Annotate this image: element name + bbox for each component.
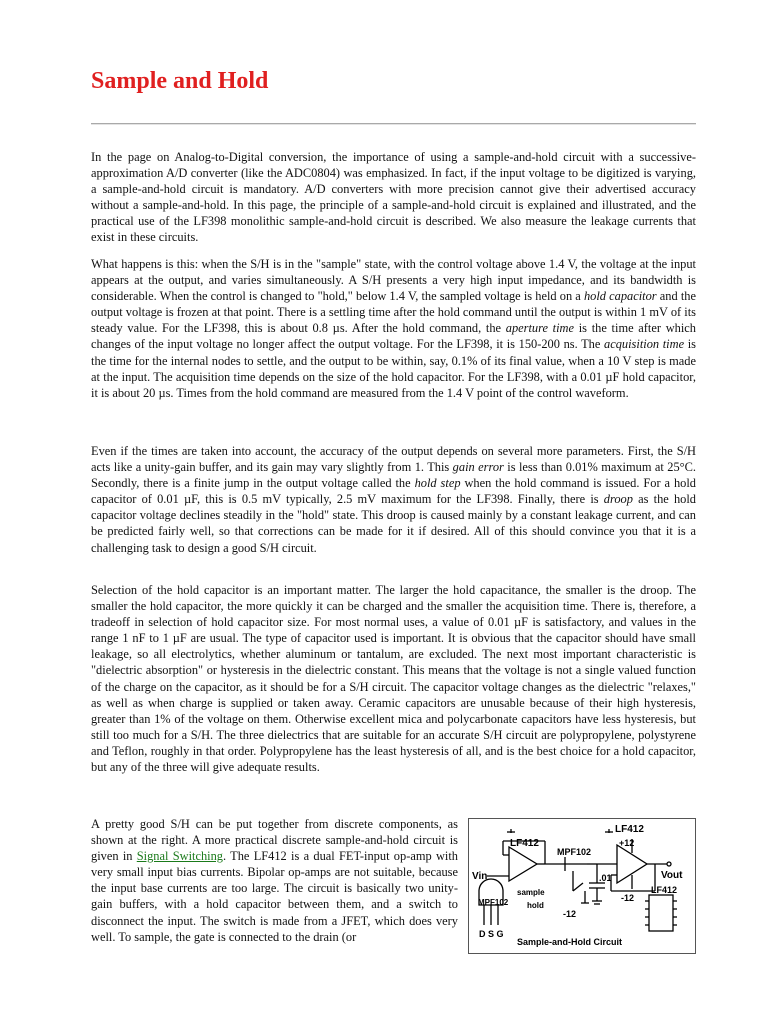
text-run: and the output voltage is frozen at that point. There is a settling time after the hold command until the output is within 1 mV of its steady value. For the LF398, this is about 0.8 µs. After the hold command, the (91, 289, 696, 336)
text-run: is the time for the internal nodes to settle, and the output to be within, say, 0.1% of its final value, when a 10 V step is made at the input. The acquisition time depends on the size of the hold capacitor. For the LF398, with a 0.01 µF hold capacitor, it is about 20 µs. Times from the hold command are measured from the 1.4 V point of the control waveform. (91, 337, 696, 400)
label-minus12-mid: -12 (563, 909, 577, 919)
figure-caption: Sample-and-Hold Circuit (517, 937, 623, 947)
text-run: Even if the times are taken into account, the accuracy of the output depends on several more parameters. First, the S/H acts like a unity-gain buffer, and its gain may vary slightly from 1. This (91, 444, 696, 475)
label-vout: Vout (661, 870, 683, 881)
text-run: as the hold capacitor voltage declines steadily in the "hold" state. This droop is caused mainly by a constant leakage current, and can be predicted fairly well, so that corrections can be made for it if desired. All of this should convince you that it is a challenging task to design a good S/H circuit. (91, 492, 696, 555)
term-gain-error: gain error (452, 460, 504, 475)
label-dsg: D S G (479, 929, 504, 939)
paragraph-sample-hold-timing (91, 256, 696, 401)
text-run: is less than 0.01% maximum at 25°C. Secondly, there is a finite jump in the output voltage called the (91, 460, 696, 491)
label-minus12-right: -12 (621, 893, 635, 903)
label-vin: Vin (472, 871, 488, 882)
paragraph-discrete-circuit (91, 816, 458, 945)
paragraph-intro: In the page on Analog-to-Digital conversion, the importance of using a sample-and-hold circuit with a successive-approximation A/D converter (like the ADC0804) was emphasized. In fact, if the input voltage to be digitized is varying, a sample-and-hold circuit is mandatory. A/D converters with more precision cannot give their advertised accuracy without a sample-and-hold. In this page, the principle of a sample-and-hold circuit is explained and illustrated, and the practical use of the LF398 monolithic sample-and-hold circuit is described. We also measure the leakage currents that exist in these circuits. (91, 150, 696, 245)
term-aperture-time: aperture time (505, 321, 575, 336)
text-run: when the hold command is issued. For a hold capacitor of 0.01 µF, this is 0.5 mV typically, 2.5 mV maximum for the LF398. Finally, there is (91, 476, 696, 507)
label-mpf102-package: MPF102 (478, 898, 509, 907)
term-acquisition-time: acquisition time (604, 337, 685, 352)
page-title: Sample and Hold (91, 68, 269, 94)
sample-and-hold-circuit-figure (468, 818, 696, 954)
text-run: . The LF412 is a dual FET-input op-amp with very small input bias currents. Bipolar op-amps are not suitable, because the input base currents are too large. The circuit is basically two unity-gain buffers, with a hold capacitor between them, and a switch to disconnect the input. The switch is made from a JFET, which does very well. To sample, the gate is connected to the drain (or (91, 849, 458, 944)
label-capacitor-value: .01 (599, 873, 612, 883)
text-run: What happens is this: when the S/H is in the "sample" state, with the control voltage above 1.4 V, the voltage at the input appears at the output, and varies simultaneously. A S/H presents a very high input impedance, and its bandwidth is considerable. When the control is changed to "hold," below 1.4 V, the sampled voltage is held on a (91, 257, 696, 304)
term-droop: droop (603, 492, 633, 507)
text-run: is the time after which changes of the input voltage no longer affect the output voltage. For the LF398, it is 150-200 ns. The (91, 321, 696, 352)
label-lf412-right: LF412 (615, 824, 644, 835)
paragraph-accuracy (91, 443, 696, 556)
signal-switching-link[interactable]: Signal Switching (136, 849, 223, 864)
label-mpf102-top: MPF102 (557, 847, 592, 857)
term-hold-step: hold step (414, 476, 461, 491)
label-sample: sample (517, 888, 545, 897)
label-hold: hold (527, 901, 544, 910)
horizontal-rule (91, 123, 696, 125)
label-lf412-package: LF412 (651, 885, 678, 895)
term-hold-capacitor: hold capacitor (583, 289, 657, 304)
text-run: A pretty good S/H can be put together from discrete components, as shown at the right. A more practical discrete sample-and-hold circuit is given in (91, 817, 458, 864)
label-plus12: +12 (619, 838, 635, 848)
label-lf412-left: LF412 (510, 838, 539, 849)
paragraph-capacitor-selection: Selection of the hold capacitor is an important matter. The larger the hold capacitance, the smaller is the droop. The smaller the hold capacitor, the more quickly it can be charged and the smaller the acquisition time. There is, therefore, a tradeoff in selection of hold capacitor size. For most normal uses, a value of 0.01 µF is satisfactory, and values in the range 1 nF to 1 µF are usual. The type of capacitor used is important. It is obvious that the capacitor should have small leakage, so all electrolytics, whether aluminum or tantalum, are excluded. The next most important characteristic is "dielectric absorption" or hysteresis in the dielectric constant. This means that the voltage is not a single valued function of the charge on the capacitor, as it should be for a S/H circuit. The capacitor voltage changes as the dielectric "relaxes," as well as when charge is supplied or taken away. Ceramic capacitors are unusable because of their high hysteresis, greater than 1% of the voltage on them. Otherwise excellent mica and polycarbonate capacitors have less hysteresis, but still too much for a S/H. The three dielectrics that are suitable for an accurate S/H circuit are polypropylene, polystyrene and Teflon, roughly in that order. Polypropylene has the least hysteresis of all, and is the best choice for a hold capacitor, but any of the three will give adequate results. (91, 583, 696, 775)
circuit-schematic (469, 819, 695, 953)
